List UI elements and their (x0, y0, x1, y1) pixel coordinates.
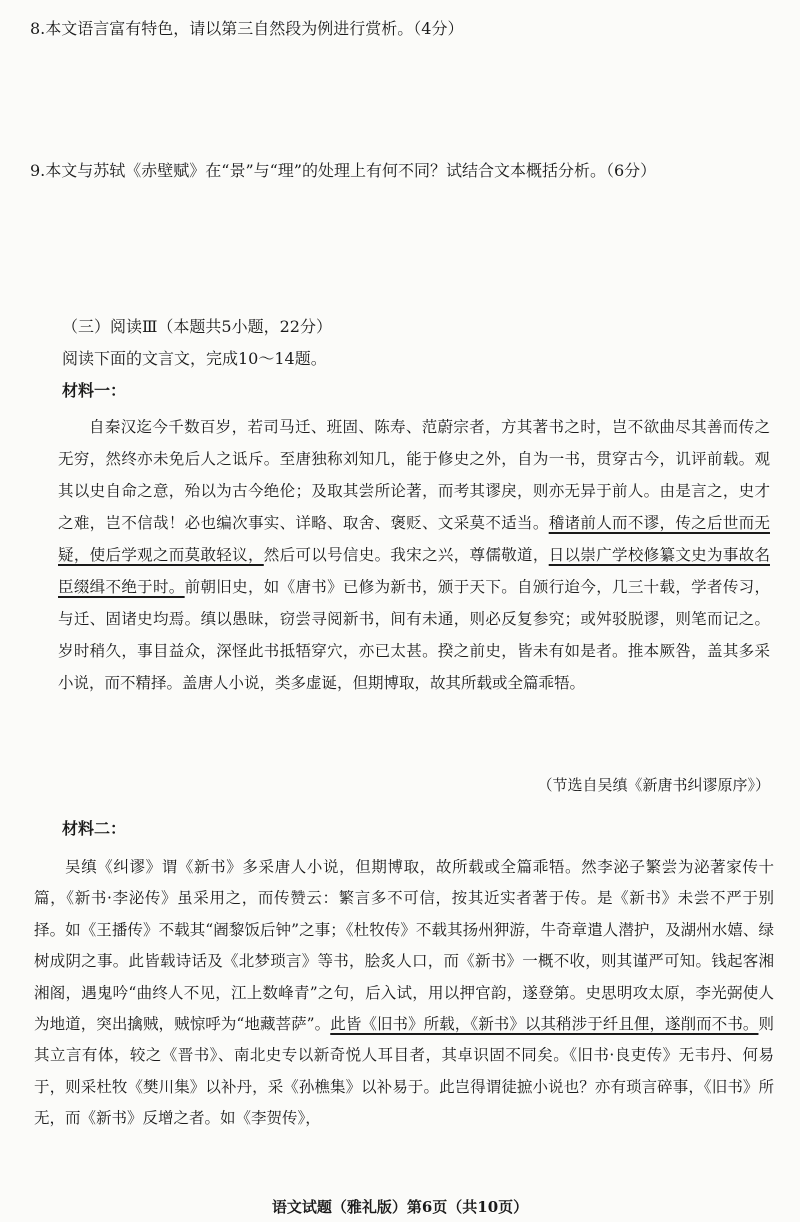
material2-text-a: 吴缜《纠谬》谓《新书》多采唐人小说，但期博取，故所载或全篇乖牾。然李泌子繁尝为泌著家传十篇，《新书·李泌传》虽采用之，而传赞云：繁言多不可信，按其近实者著于传。是《新书》未尝不严于别择。如《王播传》不载其“阇黎饭后钟”之事；《杜牧传》不载其扬州狎游，牛奇章遣人潜护，及湖州水嬉、绿树成阴之事。此皆载诗话及《北梦琐言》等书，脍炙人口，而《新书》一概不收，则其谨严可知。钱起客湘湘阁，遇鬼吟“曲终人不见，江上数峰青”之句，后入试，用以押官韵，遂登第。史思明攻太原，李光弼使人为地道，突出擒贼，贼惊呼为“地藏菩萨”。 (34, 858, 774, 1034)
material2-paragraph (34, 852, 774, 1135)
material1-text-a: 自秦汉迄今千数百岁，若司马迁、班固、陈寿、范蔚宗者，方其著书之时，岂不欲曲尽其善而传之无穷，然终亦未免后人之诋斥。至唐独称刘知几，能于修史之外，自为一书，贯穿古今，讥评前载。观其以史自命之意，殆以为古今绝伦；及取其尝所论著，而考其谬戾，则亦无异于前人。由是言之，史才之难，岂不信哉！必也编次事实、详略、取舍、褒贬、文采莫不适当。 (58, 418, 770, 532)
material1-text-b: 然后可以号信史。我宋之兴，尊儒敬道， (263, 546, 549, 564)
material2-underlined-sentence: 此皆《旧书》所载，《新书》以其稍涉于纤且俚，遂削而不书。 (330, 1015, 759, 1034)
question-8: 8.本文语言富有特色，请以第三自然段为例进行赏析。（4分） (30, 19, 464, 38)
material1-text-c: 前朝旧史，如《唐书》已修为新书，颁于天下。自颁行迨今，几三十载，学者传习，与迁、固诸史均焉。缜以愚昧，窃尝寻阅新书，间有未通，则必反复参究；或舛驳脱谬，则笔而记之。岁时稍久，事目益众，深怪此书抵牾穿穴，亦已太甚。揆之前史，皆未有如是者。推本厥咎，盖其多采小说，而不精择。盖唐人小说，类多虚诞，但期博取，故其所载或全篇乖牾。 (58, 578, 770, 692)
material2-label: 材料二： (62, 819, 127, 838)
material1-paragraph (58, 411, 770, 699)
material2-text-b: 则其立言有体，较之《晋书》、南北史专以新奇悦人耳目者，其卓识固不同矣。《旧书·良吏传》无韦丹、何易于，则采杜牧《樊川集》以补丹，采《孙樵集》以补易于。此岂得谓徒摭小说也？亦有琐言碎事，《旧书》所无，而《新书》反增之者。如《李贺传》， (34, 1015, 774, 1128)
section-title: （三）阅读Ⅲ（本题共5小题，22分） (62, 317, 332, 336)
section-instruction: 阅读下面的文言文，完成10～14题。 (62, 349, 327, 368)
page-footer: 语文试题（雅礼版）第6页（共10页） (271, 1198, 529, 1216)
material1-source: （节选自吴缜《新唐书纠谬原序》） (537, 776, 770, 794)
material1-label: 材料一： (62, 381, 127, 400)
material1-underlined-sentence-b: 日以崇广学校修纂文史为事故名臣缀缉不绝于时。 (58, 546, 770, 596)
question-9: 9.本文与苏轼《赤壁赋》在“景”与“理”的处理上有何不同？试结合文本概括分析。（6分） (30, 161, 657, 180)
material1-underlined-sentence-a: 稽诸前人而不谬，传之后世而无疑，使后学观之而莫敢轻议， (58, 514, 770, 564)
